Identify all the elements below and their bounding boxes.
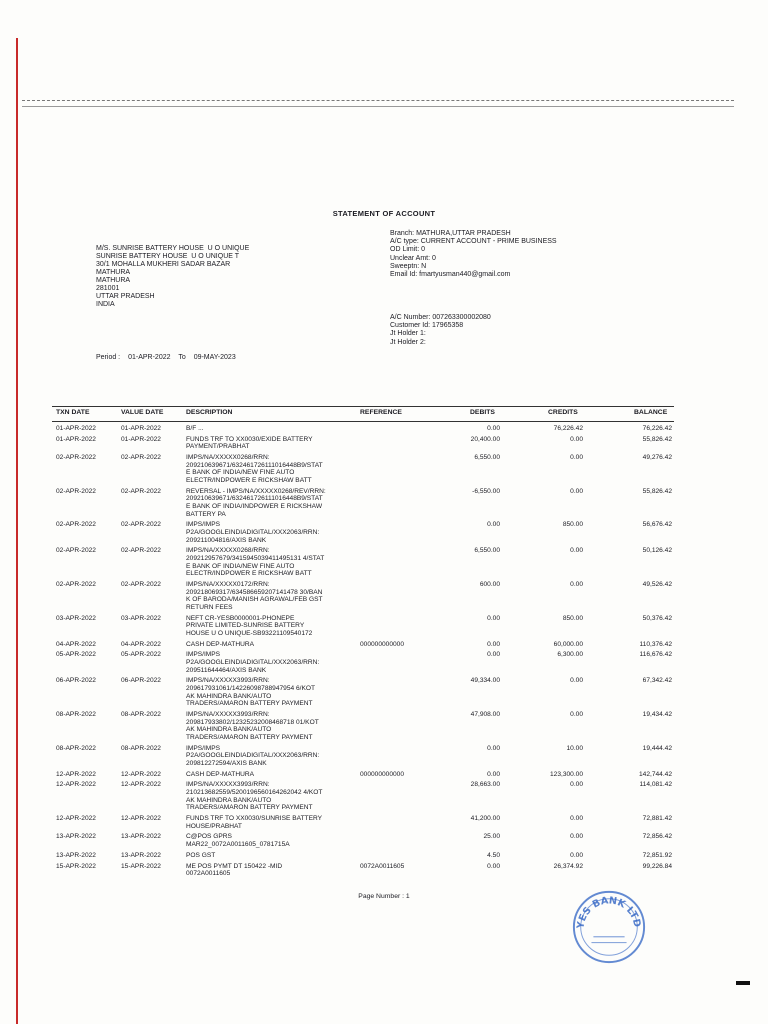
table-row	[0, 677, 768, 707]
debit-cell: 49,334.00	[470, 677, 500, 685]
stamp-text: YES BANK LTD	[575, 895, 643, 930]
value-date-cell: 04-APR-2022	[121, 640, 161, 648]
debit-cell: 0.00	[487, 744, 500, 752]
debit-cell: 4.50	[487, 851, 500, 859]
reference-cell: 0072A0011605	[360, 862, 405, 870]
balance-cell: 72,856.42	[642, 833, 672, 841]
credit-cell: 0.00	[570, 781, 583, 789]
credit-cell: 10.00	[566, 744, 583, 752]
balance-cell: 49,276.42	[642, 454, 672, 462]
period-label: Period :	[96, 354, 121, 361]
customer-id-line: Customer Id: 17965358	[390, 322, 464, 330]
description-cell: ME POS PYMT DT 150422 -MID 0072A0011605	[186, 862, 283, 878]
scan-mark	[736, 981, 750, 985]
description-cell: FUNDS TRF TO XX0030/SUNRISE BATTERY HOUSE/PRABHAT	[186, 815, 323, 830]
txn-date-cell: 06-APR-2022	[56, 677, 96, 685]
table-row	[0, 771, 768, 779]
value-date-cell: 02-APR-2022	[121, 521, 161, 529]
credit-cell: 6,300.00	[557, 651, 583, 659]
header-txn-date: TXN DATE	[56, 409, 90, 416]
credit-cell: 0.00	[570, 435, 583, 443]
txn-date-cell: 12-APR-2022	[56, 781, 96, 789]
header-debits: DEBITS	[470, 409, 495, 416]
debit-cell: 0.00	[487, 521, 500, 529]
value-date-cell: 12-APR-2022	[121, 815, 161, 822]
reference-cell: 000000000000	[360, 770, 405, 778]
value-date-cell: 15-APR-2022	[121, 862, 161, 870]
balance-cell: 67,342.42	[642, 677, 672, 685]
debit-cell: -6,550.00	[472, 487, 500, 495]
debit-cell: 47,908.00	[470, 711, 500, 718]
table-row	[0, 711, 768, 741]
balance-cell: 19,444.42	[642, 744, 672, 752]
credit-cell: 26,374.92	[553, 862, 583, 870]
description-cell: FUNDS TRF TO XX0030/EXIDE BATTERY PAYMENT/PRABHAT	[186, 435, 313, 451]
balance-cell: 114,081.42	[639, 781, 672, 789]
table-row	[0, 833, 768, 848]
credit-cell: 0.00	[570, 547, 583, 555]
balance-cell: 55,826.42	[642, 487, 672, 495]
debit-cell: 28,663.00	[470, 781, 500, 789]
debit-cell: 0.00	[487, 862, 500, 870]
customer-address: M/S. SUNRISE BATTERY HOUSE U O UNIQUE SUNRISE BATTERY HOUSE U O UNIQUE T 30/1 MOHALLA MUKHERI SADAR BAZAR MATHURA MATHURA 281001 UTTAR PRADESH INDIA	[96, 245, 250, 308]
joint-holder-1-line: Jt Holder 1:	[390, 330, 426, 338]
txn-date-cell: 13-APR-2022	[56, 833, 96, 841]
debit-cell: 0.00	[487, 425, 500, 432]
joint-holder-2-line: Jt Holder 2:	[390, 338, 426, 346]
description-cell: IMPS/NA/XXXXX0268/RRN: 209212957679/3415945039411495131 4/STAT E BANK OF INDIA/NEW FINE AUTO ELECTR/INDPOWER E RICKSHAW BATT	[186, 547, 325, 578]
header-value-date: VALUE DATE	[121, 409, 164, 416]
debit-cell: 0.00	[487, 651, 500, 659]
value-date-cell: 12-APR-2022	[121, 781, 161, 789]
table-row	[0, 436, 768, 451]
reference-cell: 000000000000	[360, 640, 405, 648]
description-cell: IMPS/NA/XXXXX3993/RRN: 209617931061/14226098788947954 6/KOT AK MAHINDRA BANK/AUTO TRADERS/AMARON BATTERY PAYMENT	[186, 677, 316, 708]
header-description: DESCRIPTION	[186, 409, 233, 416]
description-cell: C@POS GPRS MAR22_0072A0011605_0781715A	[186, 833, 290, 848]
credit-cell: 850.00	[562, 521, 583, 529]
header-credits: CREDITS	[548, 409, 578, 416]
unclear-amount-line: Unclear Amt: 0	[390, 254, 436, 262]
account-number-line: A/C Number: 007263300002080	[390, 314, 491, 321]
txn-date-cell: 02-APR-2022	[56, 521, 96, 529]
header-rule-dashed	[22, 100, 734, 101]
balance-cell: 72,881.42	[642, 815, 672, 822]
table-row	[0, 781, 768, 811]
credit-cell: 0.00	[570, 581, 583, 588]
description-cell: POS GST	[186, 851, 216, 859]
table-row	[0, 641, 768, 649]
debit-cell: 6,550.00	[474, 454, 500, 462]
description-cell: NEFT CR-YESB0000001-PHONEPE PRIVATE LIMITED-SUNRISE BATTERY HOUSE U O UNIQUE-SB93221109540172	[186, 614, 313, 637]
balance-cell: 49,526.42	[642, 581, 672, 588]
branch-line: Branch: MATHURA,UTTAR PRADESH	[390, 230, 511, 237]
page-number: Page Number : 1	[358, 893, 410, 900]
period-from: 01-APR-2022	[128, 354, 171, 361]
description-cell: REVERSAL - IMPS/NA/XXXXX0268/REV/RRN: 209210639671/632461726111016448B9/STAT E BANK OF INDIA/INDPOWER E RICKSHAW BATTERY PA	[186, 487, 326, 518]
balance-cell: 19,434.42	[642, 711, 672, 718]
balance-cell: 116,676.42	[639, 651, 672, 659]
description-cell: CASH DEP-MATHURA	[186, 640, 255, 648]
bank-stamp	[570, 888, 648, 966]
statement-title: STATEMENT OF ACCOUNT	[332, 209, 436, 218]
table-row	[0, 863, 768, 878]
txn-date-cell: 04-APR-2022	[56, 640, 96, 648]
credit-cell: 0.00	[570, 851, 583, 859]
txn-date-cell: 08-APR-2022	[56, 711, 96, 718]
table-row	[0, 745, 768, 768]
txn-date-cell: 03-APR-2022	[56, 614, 96, 622]
debit-cell: 41,200.00	[470, 815, 500, 822]
statement-period	[96, 354, 242, 361]
txn-date-cell: 02-APR-2022	[56, 454, 96, 462]
table-row	[0, 815, 768, 830]
table-row	[0, 547, 768, 577]
table-row	[0, 454, 768, 484]
credit-cell: 0.00	[570, 711, 583, 718]
description-cell: IMPS/NA/XXXXX3993/RRN: 209817933802/12325232008468718 01/KOT AK MAHINDRA BANK/AUTO TRADERS/AMARON BATTERY PAYMENT	[186, 711, 319, 741]
table-row	[0, 521, 768, 544]
description-cell: IMPS/NA/XXXXX0268/RRN: 209210639671/632461726111016448B9/STAT E BANK OF INDIA/NEW FINE AUTO ELECTR/INDPOWER E RICKSHAW BATT	[186, 454, 323, 484]
balance-cell: 99,226.84	[642, 862, 672, 870]
txn-date-cell: 12-APR-2022	[56, 815, 96, 822]
credit-cell: 76,226.42	[553, 425, 583, 432]
description-cell: CASH DEP-MATHURA	[186, 770, 255, 778]
balance-cell: 56,676.42	[642, 521, 672, 529]
credit-cell: 0.00	[570, 677, 583, 685]
value-date-cell: 13-APR-2022	[121, 833, 161, 841]
credit-cell: 0.00	[570, 487, 583, 495]
credit-cell: 850.00	[562, 614, 583, 622]
txn-date-cell: 12-APR-2022	[56, 770, 96, 778]
value-date-cell: 13-APR-2022	[121, 851, 161, 859]
email-line: Email Id: fmartyusman440@gmail.com	[390, 271, 511, 279]
table-row	[0, 488, 768, 518]
header-reference: REFERENCE	[360, 409, 402, 416]
value-date-cell: 08-APR-2022	[121, 711, 161, 718]
account-type-line: A/C type: CURRENT ACCOUNT - PRIME BUSINESS	[390, 238, 557, 246]
balance-cell: 76,226.42	[642, 425, 672, 432]
table-row	[0, 852, 768, 860]
value-date-cell: 12-APR-2022	[121, 770, 161, 778]
txn-date-cell: 13-APR-2022	[56, 851, 96, 859]
value-date-cell: 02-APR-2022	[121, 454, 161, 462]
header-rule	[22, 106, 734, 107]
od-limit-line: OD Limit: 0	[390, 246, 426, 254]
debit-cell: 0.00	[487, 640, 500, 648]
debit-cell: 6,550.00	[474, 547, 500, 555]
txn-date-cell: 01-APR-2022	[56, 425, 96, 432]
txn-date-cell: 05-APR-2022	[56, 651, 96, 659]
credit-cell: 60,000.00	[553, 640, 583, 648]
description-cell: IMPS/IMPS P2A/GOOGLEINDIADIGITAL/XXX2063/RRN: 209511644464/AXIS BANK	[186, 651, 320, 674]
description-cell: B/F ...	[186, 425, 204, 432]
header-balance: BALANCE	[634, 409, 668, 416]
txn-date-cell: 02-APR-2022	[56, 581, 96, 588]
description-cell: IMPS/NA/XXXXX3993/RRN: 210213682559/5200196560164262042 4/KOT AK MAHINDRA BANK/AUTO TRADERS/AMARON BATTERY PAYMENT	[186, 781, 323, 812]
description-cell: IMPS/NA/XXXXX0172/RRN: 209218069317/634586659207141478 30/BAN K OF BARODA/MANISH AGRAWAL/FEB GST RETURN FEES	[186, 581, 323, 611]
table-row	[0, 581, 768, 611]
debit-cell: 0.00	[487, 614, 500, 622]
period-to-label: To	[178, 354, 186, 361]
balance-cell: 50,126.42	[642, 547, 672, 555]
value-date-cell: 06-APR-2022	[121, 677, 161, 685]
period-to: 09-MAY-2023	[193, 354, 236, 361]
value-date-cell: 02-APR-2022	[121, 581, 161, 588]
txn-date-cell: 02-APR-2022	[56, 547, 96, 555]
value-date-cell: 02-APR-2022	[121, 547, 161, 555]
balance-cell: 72,851.92	[642, 851, 672, 859]
value-date-cell: 08-APR-2022	[121, 744, 161, 752]
debit-cell: 25.00	[483, 833, 500, 841]
txn-date-cell: 08-APR-2022	[56, 744, 96, 752]
description-cell: IMPS/IMPS P2A/GOOGLEINDIADIGITAL/XXX2063/RRN: 209812272594/AXIS BANK	[186, 744, 320, 767]
description-cell: IMPS/IMPS P2A/GOOGLEINDIADIGITAL/XXX2063/RRN: 209211004816/AXIS BANK	[186, 521, 320, 544]
credit-cell: 0.00	[570, 833, 583, 841]
table-row	[0, 651, 768, 674]
value-date-cell: 01-APR-2022	[121, 425, 161, 432]
value-date-cell: 03-APR-2022	[121, 614, 161, 622]
value-date-cell: 02-APR-2022	[121, 487, 161, 495]
balance-cell: 142,744.42	[638, 770, 672, 778]
sweep-line: Sweeptn: N	[390, 262, 427, 270]
value-date-cell: 01-APR-2022	[121, 435, 161, 443]
balance-cell: 110,376.42	[639, 640, 672, 648]
txn-date-cell: 02-APR-2022	[56, 487, 96, 495]
debit-cell: 0.00	[487, 770, 500, 778]
table-row	[0, 615, 768, 638]
balance-cell: 55,826.42	[642, 435, 672, 443]
txn-date-cell: 01-APR-2022	[56, 435, 96, 443]
svg-text:YES BANK LTD.	[570, 888, 642, 930]
table-row	[0, 425, 768, 433]
value-date-cell: 05-APR-2022	[121, 651, 161, 659]
credit-cell: 123,300.00	[549, 770, 583, 778]
debit-cell: 600.00	[479, 581, 500, 588]
credit-cell: 0.00	[570, 454, 583, 462]
branch-info	[390, 230, 557, 279]
txn-date-cell: 15-APR-2022	[56, 862, 96, 870]
credit-cell: 0.00	[570, 815, 583, 822]
debit-cell: 20,400.00	[470, 435, 500, 443]
account-info	[390, 314, 491, 347]
balance-cell: 50,376.42	[642, 614, 672, 622]
